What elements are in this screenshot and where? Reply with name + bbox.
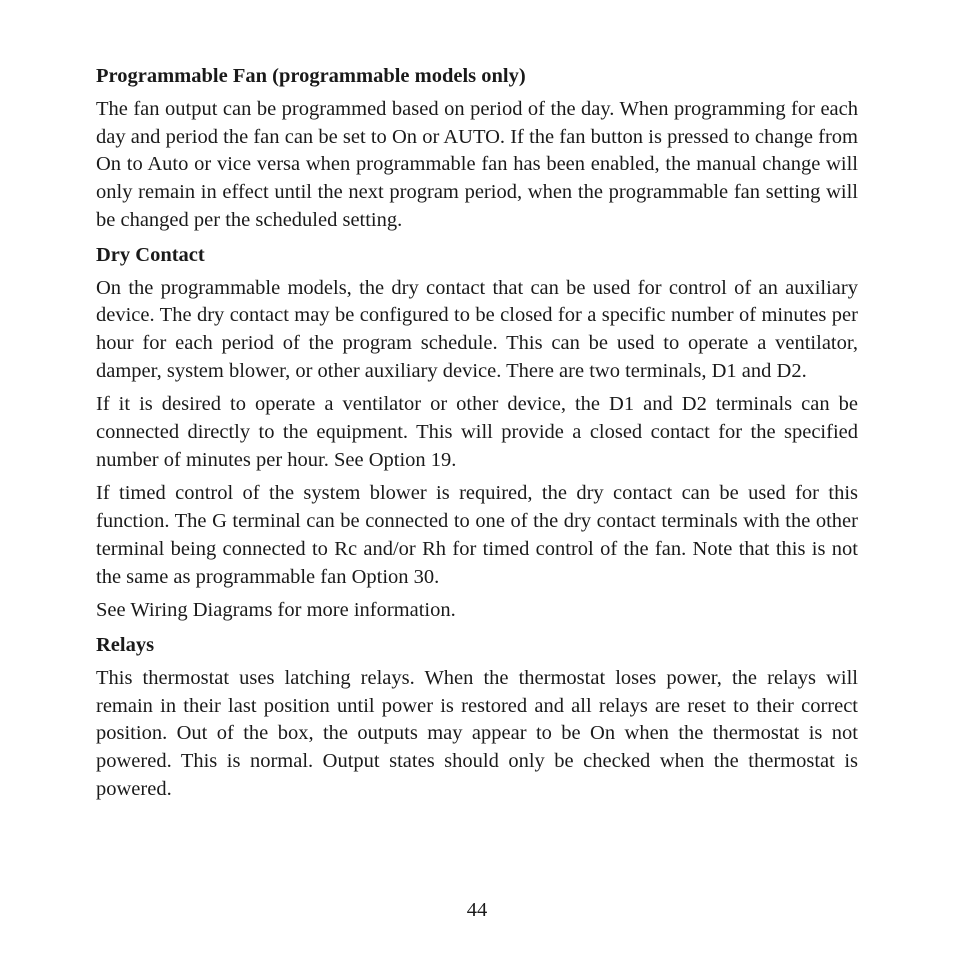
page-number: 44 (466, 899, 488, 921)
section-heading: Relays (96, 633, 155, 656)
paragraph: The fan output can be programmed based on period of the day. When programming for each day and period the fan can be set to On or AUTO. If the fan button is pressed to change from On to Auto or vice versa when programmable fan has been enabled, the manual change will only remain in effect until the next program period, when the programmable fan setting will be changed per the scheduled setting. (96, 98, 858, 231)
paragraph: On the programmable models, the dry contact that can be used for control of an auxiliary device. The dry contact may be configured to be closed for a specific number of minutes per hour for each period of the program schedule. This can be used to operate a ventilator, damper, system blower, or other auxiliary device. There are two terminals, D1 and D2. (96, 276, 858, 382)
section-programmable-fan (96, 62, 858, 235)
paragraph: This thermostat uses latching relays. When the thermostat loses power, the relays will remain in their last position until power is restored and all relays are reset to their correct position. Out of the box, the outputs may appear to be On when the thermostat is not powered. This is normal. Output states should only be checked when the thermostat is powered. (96, 666, 858, 800)
section-dry-contact (96, 241, 858, 625)
paragraph: See Wiring Diagrams for more information. (96, 599, 456, 622)
paragraph: If timed control of the system blower is required, the dry contact can be used for this function. The G terminal can be connected to one of the dry contact terminals with the other terminal being connected to Rc and/or Rh for timed control of the fan. Note that this is not the same as programmable fan Option 30. (96, 482, 858, 588)
section-relays (96, 631, 858, 804)
document-page (96, 62, 858, 809)
section-heading: Dry Contact (96, 243, 205, 266)
section-heading: Programmable Fan (programmable models only) (96, 65, 526, 87)
paragraph: If it is desired to operate a ventilator or other device, the D1 and D2 terminals can be connected directly to the equipment. This will provide a closed contact for the specified number of minutes per hour. See Option 19. (96, 393, 858, 471)
